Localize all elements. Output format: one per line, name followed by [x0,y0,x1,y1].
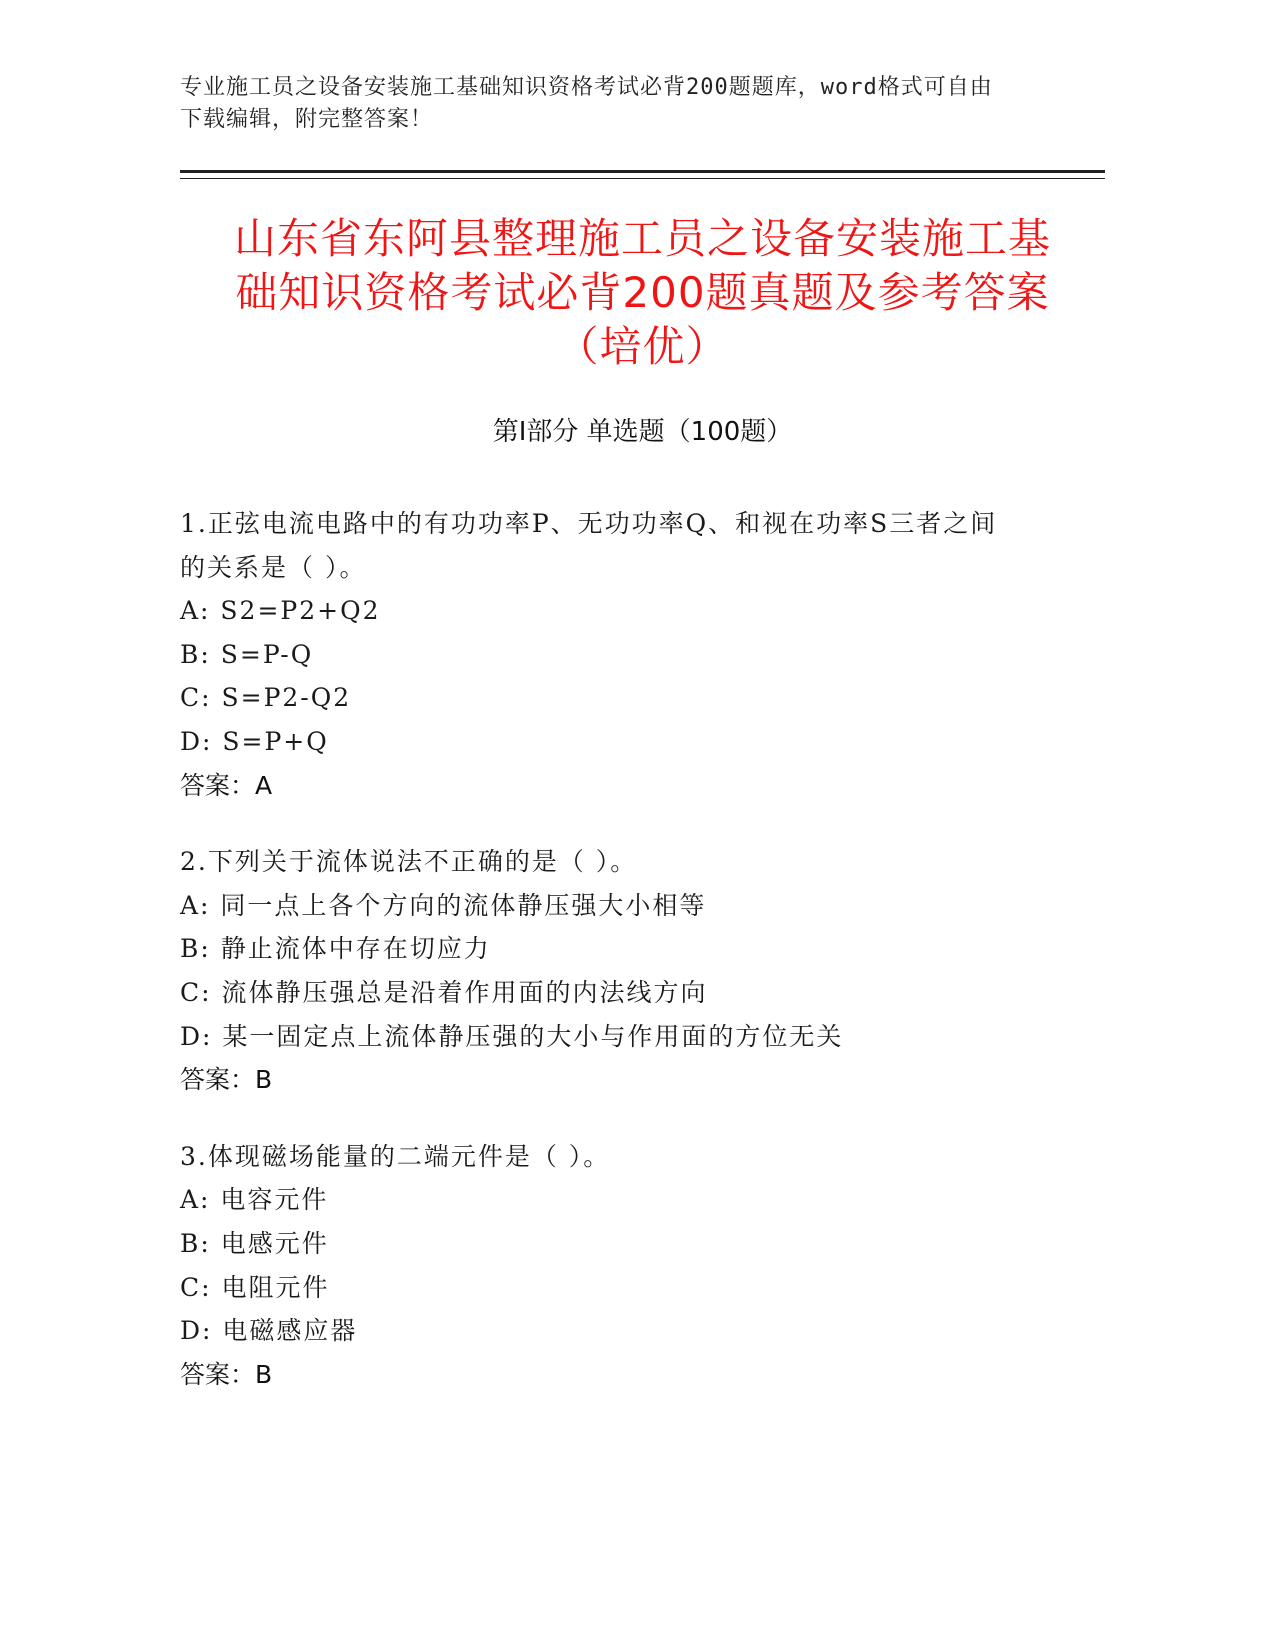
question-2 [180,840,1050,1102]
option-a: A: 电容元件 [180,1185,329,1215]
document-title-line-2: 础知识资格考试必背200题真题及参考答案 [235,268,1050,317]
option-a: A: 同一点上各个方向的流体静压强大小相等 [180,890,707,920]
answer: 答案：B [180,1359,273,1389]
option-a: A: S2=P2+Q2 [180,596,381,626]
section-title: 第I部分 单选题（100题） [492,417,793,447]
option-b: B: S=P-Q [180,639,314,669]
header-note-line-2: 下载编辑，附完整答案！ [180,107,434,132]
question-stem: 1.正弦电流电路中的有功功率P、无功功率Q、和视在功率S三者之间 [180,509,998,538]
question-list [180,502,1050,1429]
document-title-line-3: （培优） [556,322,729,371]
answer: 答案：B [180,1065,273,1095]
option-c: C: 流体静压强总是沿着作用面的内法线方向 [180,977,708,1007]
question-1 [180,502,1050,807]
header-rule-thin [180,178,1105,179]
question-3 [180,1135,1050,1397]
answer: 答案：A [180,770,273,800]
document-title [180,212,1105,374]
option-d: D: 某一固定点上流体静压强的大小与作用面的方位无关 [180,1021,844,1051]
header-rule-thick [180,170,1105,173]
question-stem-continued: 的关系是（ ）。 [180,552,367,582]
option-d: D: 电磁感应器 [180,1316,358,1346]
option-d: D: S=P+Q [180,726,329,756]
option-b: B: 电感元件 [180,1228,329,1258]
option-b: B: 静止流体中存在切应力 [180,934,491,964]
option-c: C: 电阻元件 [180,1272,330,1302]
question-stem: 3.体现磁场能量的二端元件是（ ）。 [180,1141,611,1171]
header-note-line-1: 专业施工员之设备安装施工基础知识资格考试必背200题题库，word格式可自由 [180,75,993,100]
header-note [180,72,1060,136]
question-stem: 2.下列关于流体说法不正确的是（ ）。 [180,847,638,877]
document-title-line-1: 山东省东阿县整理施工员之设备安装施工基 [233,214,1051,263]
option-c: C: S=P2-Q2 [180,683,352,713]
